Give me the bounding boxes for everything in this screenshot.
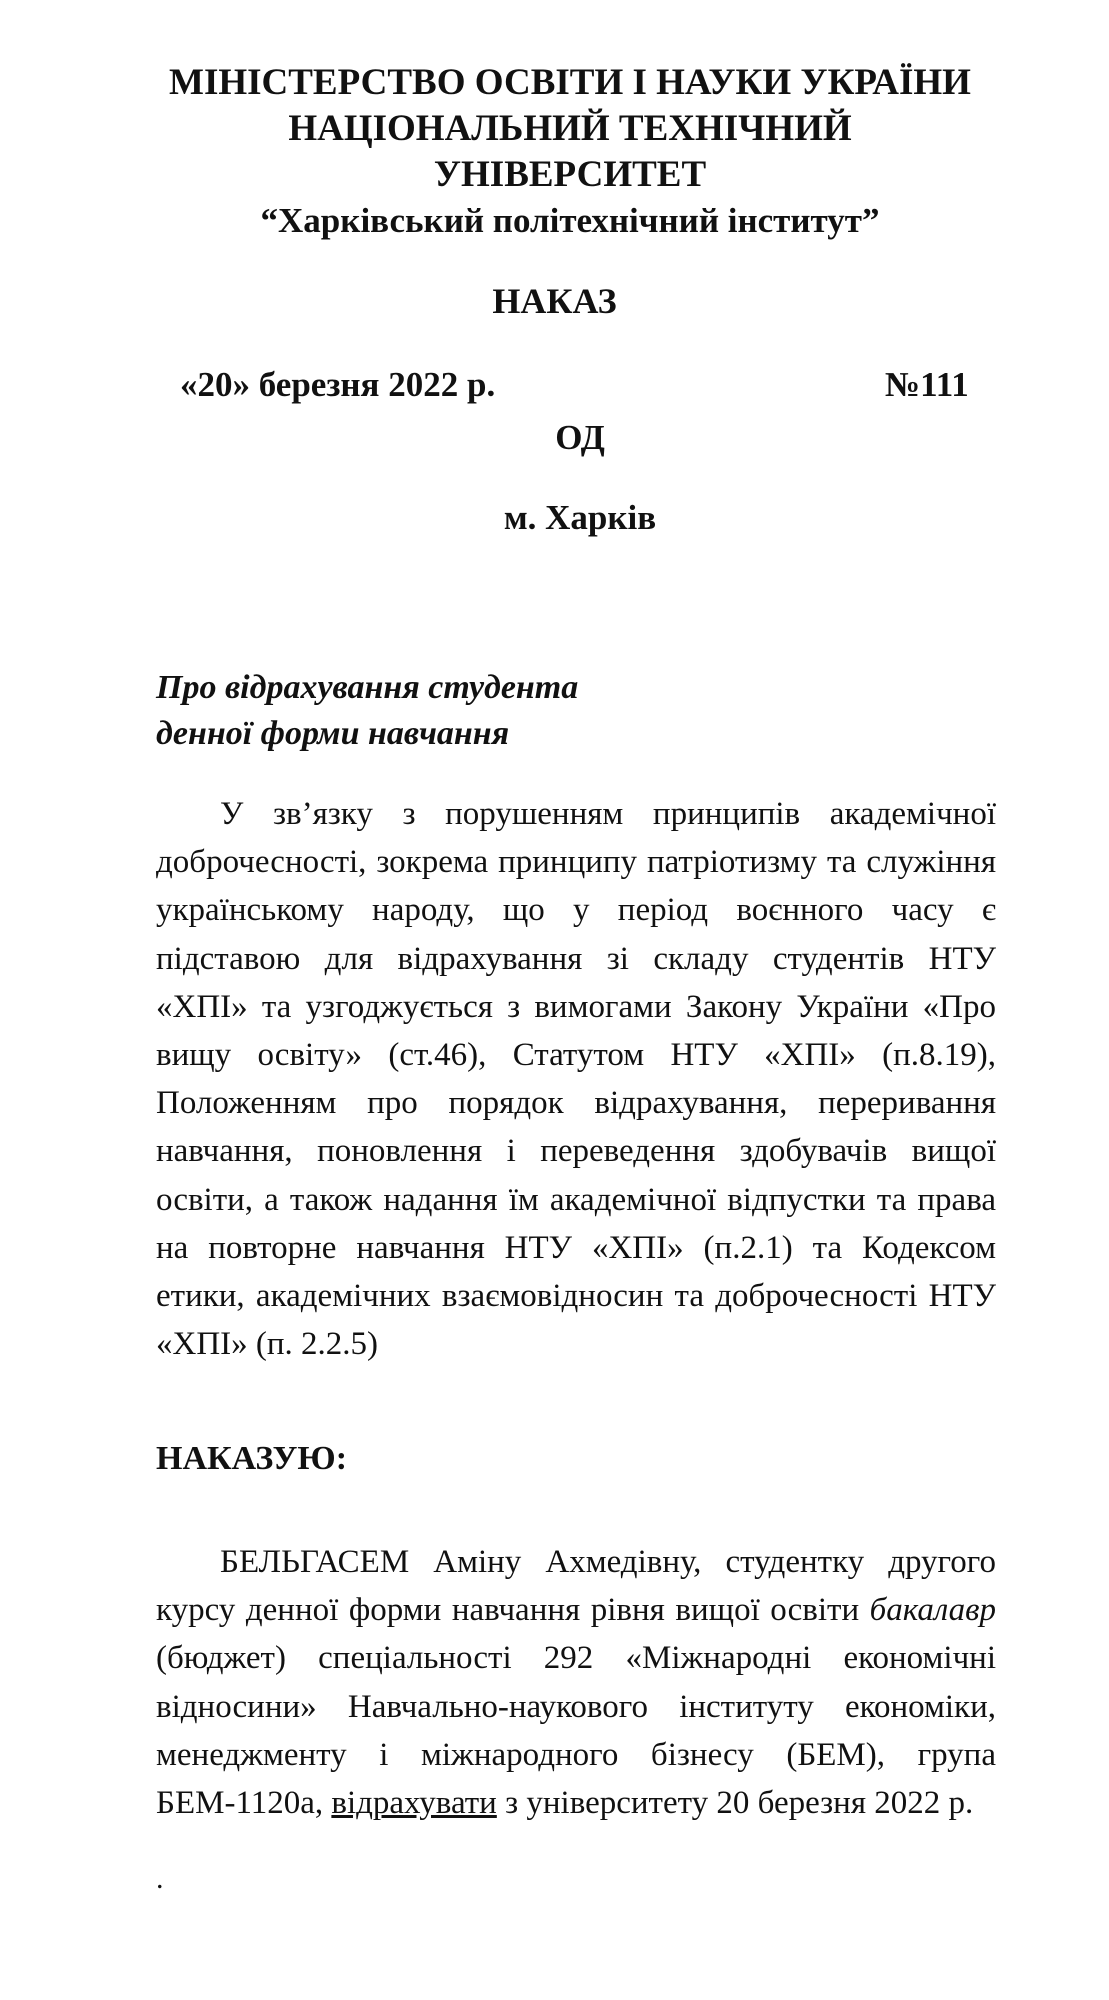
- ministry-name: МІНІСТЕРСТВО ОСВІТИ І НАУКИ УКРАЇНИ: [169, 62, 971, 103]
- order-action: відрахувати: [331, 1785, 497, 1822]
- order-number: №111: [885, 365, 969, 404]
- preamble-paragraph: У зв’язку з порушенням принципів академічної доброчесності, зокрема принципу патріотизму та служіння українському народу, що у період воєнного часу є підставою для відрахування зі складу студентів НТУ «ХПІ» та узгоджується з вимогами Закону України «Про вищу освіту» (ст.46), Статутом НТУ «ХПІ» (п.8.19), Положенням про порядок відрахування, переривання навчання, поновлення і переведення здобувачів вищої освіти, а також надання їм академічної відпустки та права на повторне навчання НТУ «ХПІ» (п.2.1) та Кодексом етики, академічних взаємовідносин та доброчесності НТУ «ХПІ» (п. 2.2.5): [156, 796, 996, 1363]
- university-name-line1: НАЦІОНАЛЬНИЙ ТЕХНІЧНИЙ: [288, 108, 852, 149]
- order-city: м. Харків: [503, 498, 657, 537]
- trailing-mark: .: [156, 1862, 164, 1895]
- subject-line2: денної форми навчання: [156, 715, 510, 752]
- subject-line1: Про відрахування студента: [156, 669, 579, 706]
- order-code: ОД: [555, 418, 605, 457]
- education-level: бакалавр: [869, 1592, 996, 1629]
- order-text-part1: БЕЛЬГАСЕМ Аміну Ахмедівну, студентку другого курсу денної форми навчання рівня вищої освіти: [156, 1544, 996, 1629]
- document-header: [100, 60, 1040, 244]
- order-subject: [156, 665, 578, 757]
- order-text-part3: з університету 20 березня 2022 р.: [496, 1785, 974, 1822]
- order-paragraph: [156, 1538, 996, 1827]
- order-date: «20» березня 2022 р.: [180, 365, 496, 404]
- institute-name: “Харківський політехнічний інститут”: [260, 201, 880, 240]
- document-title: НАКАЗ: [492, 281, 617, 321]
- order-text-part2: (бюджет) спеціальності 292 «Міжнародні економічні відносини» Навчально-наукового інституту економіки, менеджменту і міжнародного бізнесу (БЕМ), група БЕМ-1120а,: [156, 1640, 996, 1822]
- order-heading: НАКАЗУЮ:: [156, 1440, 348, 1477]
- university-name-line2: УНІВЕРСИТЕТ: [433, 154, 707, 195]
